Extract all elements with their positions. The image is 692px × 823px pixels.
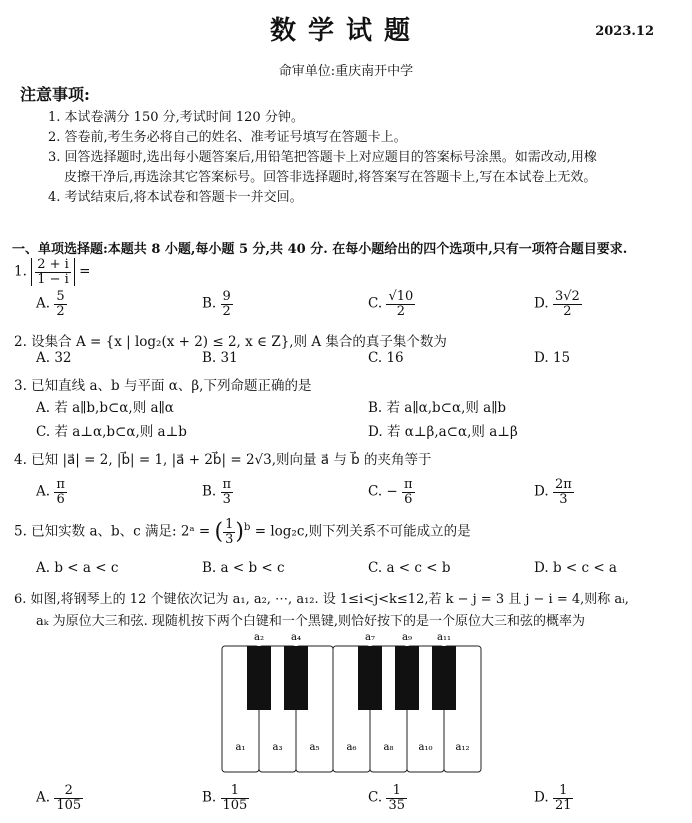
notice-item: 3. 回答选择题时,选出每小题答案后,用铅笔把答题卡上对应题目的答案标号涂黑。如需改动,用橡: [48, 150, 597, 165]
option-a: A. $\frac{5}{2}$: [36, 289, 65, 319]
white-key-label: a₃: [272, 742, 283, 753]
black-key: [395, 646, 419, 710]
option-b: B. $\frac{1}{105}$: [202, 783, 248, 813]
option-c: C. a < c < b: [368, 560, 451, 576]
black-key-label: a₄: [291, 632, 301, 643]
option-c: C. 16: [368, 350, 404, 366]
white-key-label: a₁₂: [455, 742, 470, 753]
notice-item: 1. 本试卷满分 150 分,考试时间 120 分钟。: [48, 110, 304, 125]
option-a: A. 32: [36, 350, 72, 366]
white-key-label: a₈: [383, 742, 394, 753]
notice-item: 皮擦干净后,再选涂其它答案标号。回答非选择题时,将答案写在答题卡上,写在本试卷上无效。: [64, 170, 597, 185]
question-2: 2. 设集合 A = {x | log₂(x + 2) ≤ 2, x ∈ Z},则 A 集合的真子集个数为: [14, 334, 447, 350]
question-number: 1.: [14, 263, 27, 280]
question-6-line-2: aₖ 为原位大三和弦. 现随机按下两个白键和一个黑键,则恰好按下的是一个原位大三和弦的概率为: [36, 614, 586, 629]
option-d: D. b < c < a: [534, 560, 617, 576]
notice-heading: 注意事项:: [20, 85, 90, 104]
question-5: 5. 已知实数 a、b、c 满足: 2ᵃ = ( $\frac{1}{3}$ )$^b$ = log₂c,则下列关系不可能成立的是: [14, 517, 471, 547]
option-b: B. a < b < c: [202, 560, 285, 576]
white-key-label: a₅: [309, 742, 320, 753]
notice-item: 2. 答卷前,考生务必将自己的姓名、准考证号填写在答题卡上。: [48, 130, 407, 145]
black-key: [432, 646, 456, 710]
option-d: D. 15: [534, 350, 571, 366]
page-title: 数学试题: [269, 16, 422, 46]
white-key-label: a₁₀: [418, 742, 433, 753]
question-1: 1. $\frac{2 + i}{1 - i}$ =: [14, 257, 91, 287]
option-d: D. $\frac{1}{21}$: [534, 783, 572, 813]
option-b: B. $\frac{\pi}{3}$: [202, 477, 232, 507]
option-a: A. $\frac{\pi}{6}$: [36, 477, 65, 507]
option-b: B. $\frac{9}{2}$: [202, 289, 231, 319]
question-3: 3. 已知直线 a、b 与平面 α、β,下列命题正确的是: [14, 378, 312, 394]
white-key-label: a₁: [235, 742, 246, 753]
section-heading: 一、单项选择题:本题共 8 小题,每小题 5 分,共 40 分. 在每小题给出的四个选项中,只有一项符合题目要求.: [12, 242, 628, 257]
exam-organizer: 命审单位:重庆南开中学: [278, 64, 414, 79]
option-c: C. − $\frac{\pi}{6}$: [368, 477, 413, 507]
black-key-label: a₇: [365, 632, 375, 643]
black-key-label: a₂: [254, 632, 264, 643]
fraction: $\frac{2 + i}{1 - i}$: [37, 257, 69, 287]
black-key: [358, 646, 382, 710]
piano-keyboard-figure: [220, 628, 482, 776]
option-c: C. $\frac{√10}{2}$: [368, 289, 414, 319]
option-c: C. $\frac{1}{35}$: [368, 783, 405, 813]
black-key-label: a₁₁: [437, 632, 451, 643]
option-d: D. 若 α⊥β,a⊂α,则 a⊥β: [368, 424, 518, 440]
exam-date: 2023.12: [595, 24, 654, 39]
black-key-label: a₉: [402, 632, 412, 643]
white-key-label: a₆: [346, 742, 357, 753]
option-a: A. b < a < c: [36, 560, 119, 576]
question-4: 4. 已知 |a⃗| = 2, |b⃗| = 1, |a⃗ + 2b⃗| = 2√3,则向量 a⃗ 与 b⃗ 的夹角等于: [14, 452, 432, 468]
option-a: A. $\frac{2}{105}$: [36, 783, 82, 813]
black-key: [247, 646, 271, 710]
option-a: A. 若 a∥b,b⊂α,则 a∥α: [36, 400, 174, 416]
option-b: B. 若 a∥α,b⊂α,则 a∥b: [368, 400, 507, 416]
black-key: [284, 646, 308, 710]
option-c: C. 若 a⊥α,b⊂α,则 a⊥b: [36, 424, 187, 440]
option-d: D. $\frac{3√2}{2}$: [534, 289, 580, 319]
modulus-bars: [31, 258, 75, 286]
option-b: B. 31: [202, 350, 238, 366]
notice-item: 4. 考试结束后,将本试卷和答题卡一并交回。: [48, 190, 303, 205]
option-d: D. $\frac{2\pi}{3}$: [534, 477, 572, 507]
question-6-line-1: 6. 如图,将钢琴上的 12 个键依次记为 a₁, a₂, ⋯, a₁₂. 设 1≤i<j<k≤12,若 k − j = 3 且 j − i = 4,则称 aᵢ,: [14, 592, 629, 607]
